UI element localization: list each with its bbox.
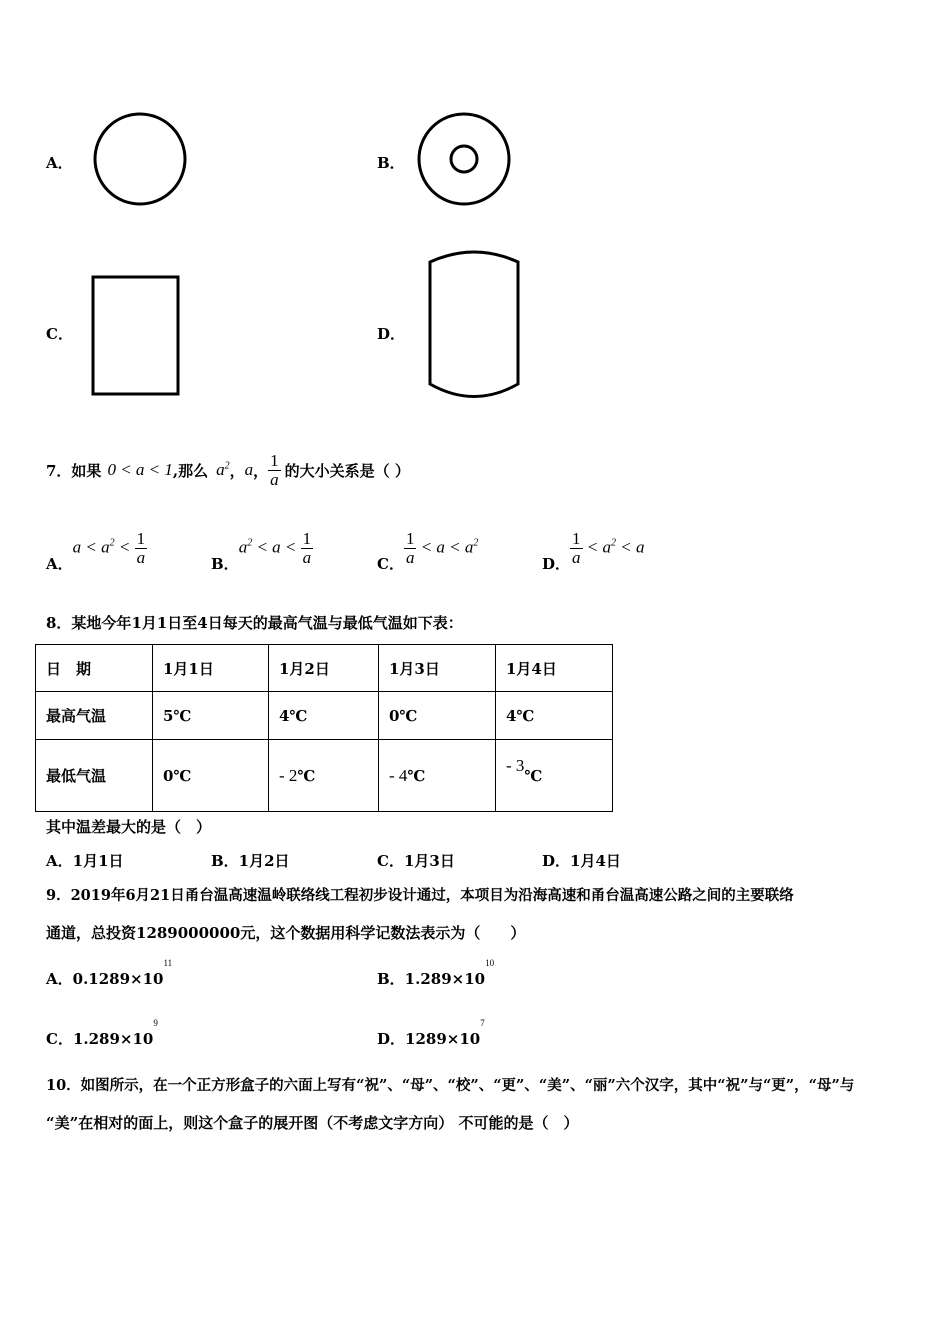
q7-d-tail: < a bbox=[616, 536, 645, 556]
q7-tail: 的大小关系是（ ） bbox=[284, 461, 410, 480]
q9-option-d-exp: 7 bbox=[480, 1018, 485, 1028]
q7-option-a-expr bbox=[73, 530, 147, 567]
table-cell-high-label: 最高气温 bbox=[36, 692, 153, 740]
q9-option-a-exp: 11 bbox=[163, 958, 173, 968]
q10-stem-line2: “美”在相对的面上，则这个盒子的展开图（不考虑文字方向） 不可能的是（ ） bbox=[46, 1114, 579, 1132]
q10-stem-line1: 10．如图所示，在一个正方形盒子的六面上写有“祝”、“母”、“校”、“更”、“美”、“丽”六个汉字，其中“祝”与“更”，“母”与 bbox=[46, 1077, 855, 1094]
table-cell: 0℃ bbox=[379, 692, 496, 740]
table-cell-low-label: 最低气温 bbox=[36, 740, 153, 812]
q7-stem bbox=[46, 445, 410, 495]
q8-stem: 8．某地今年1月1日至4日每天的最高气温与最低气温如下表： bbox=[46, 614, 463, 632]
q7-a: a bbox=[244, 460, 254, 479]
q7-sep1: ， bbox=[229, 461, 245, 480]
q9-option-d-text: D．1289×10 bbox=[377, 1030, 481, 1048]
q7-then: ,那么 bbox=[172, 461, 209, 480]
q7-b-frac-den: a bbox=[302, 547, 312, 567]
q7-a-frac bbox=[135, 530, 148, 567]
q7-a-frac-den: a bbox=[136, 547, 146, 567]
q6-option-a-circle bbox=[90, 110, 190, 210]
q7-a-squared-base: a bbox=[216, 460, 225, 479]
q7-fraction-num: 1 bbox=[270, 450, 279, 470]
q7-number: 7．如果 bbox=[46, 461, 102, 480]
low-day2-unit: ℃ bbox=[297, 766, 316, 785]
q6-option-a-label: A． bbox=[46, 154, 73, 172]
table-header-day4: 1月4日 bbox=[496, 645, 613, 692]
q9-stem-line2: 通道，总投资1289000000元，这个数据用科学记数法表示为（ ） bbox=[46, 924, 526, 942]
table-cell: 4℃ bbox=[496, 692, 613, 740]
q9-option-a-text: A．0.1289×10 bbox=[46, 970, 164, 988]
table-cell: 0℃ bbox=[153, 740, 269, 812]
table-cell bbox=[496, 740, 613, 812]
q8-option-c: C．1月3日 bbox=[377, 852, 455, 870]
table-cell bbox=[379, 740, 496, 812]
q9-option-b-text: B．1.289×10 bbox=[377, 970, 486, 988]
q7-d-frac-den: a bbox=[572, 547, 581, 567]
table-cell: 4℃ bbox=[269, 692, 379, 740]
table-cell bbox=[269, 740, 379, 812]
table-header-day3: 1月3日 bbox=[379, 645, 496, 692]
q9-option-c-text: C．1.289×10 bbox=[46, 1030, 154, 1048]
table-row bbox=[36, 692, 613, 740]
q7-option-c-expr bbox=[404, 530, 478, 567]
q8-option-a: A．1月1日 bbox=[46, 852, 124, 870]
q7-a-squared-exp: 2 bbox=[224, 460, 230, 472]
q6-option-d-label: D． bbox=[377, 325, 406, 343]
q7-option-c-letter: C． bbox=[377, 554, 404, 573]
q7-option-d-expr bbox=[570, 530, 644, 567]
q7-option-d-letter: D． bbox=[542, 554, 571, 573]
q8-option-b: B．1月2日 bbox=[211, 852, 290, 870]
q7-a-exp: 2 bbox=[109, 537, 115, 549]
q7-a-mid: < bbox=[114, 536, 135, 556]
q7-d-frac bbox=[570, 530, 583, 567]
table-row bbox=[36, 740, 613, 812]
q7-condition: 0 < a < 1 bbox=[107, 460, 173, 479]
low-day3-number: - 4 bbox=[389, 765, 408, 785]
q6-option-b-label: B． bbox=[377, 154, 405, 172]
q7-option-a-letter: A． bbox=[46, 554, 73, 573]
q7-b-mid: < a < bbox=[252, 536, 301, 556]
q9-option-b-exp: 10 bbox=[485, 958, 495, 968]
q6-option-c-rectangle bbox=[88, 272, 184, 400]
q9-option-c-exp: 9 bbox=[153, 1018, 158, 1028]
table-header-day1: 1月1日 bbox=[153, 645, 269, 692]
q8-question: 其中温差最大的是（ ） bbox=[46, 818, 212, 836]
q9-stem-line1: 9．2019年6月21日甬台温高速温岭联络线工程初步设计通过，本项目为沿海高速和甬台温高速公路之间的主要联络 bbox=[46, 887, 794, 904]
q6-option-c-label: C． bbox=[46, 325, 73, 343]
q6-option-d-barrel bbox=[422, 244, 526, 404]
q7-option-a bbox=[46, 526, 147, 576]
q7-a-squared bbox=[216, 460, 230, 480]
table-row bbox=[36, 645, 613, 692]
q7-option-b-expr bbox=[239, 530, 313, 567]
q7-option-b bbox=[211, 526, 313, 576]
q7-b-exp: 2 bbox=[247, 537, 253, 549]
q7-a-lhs: a < a bbox=[72, 536, 110, 556]
table-cell: 5℃ bbox=[153, 692, 269, 740]
low-day4-unit: ℃ bbox=[524, 766, 543, 785]
q8-option-d: D．1月4日 bbox=[542, 852, 621, 870]
q7-b-frac bbox=[301, 530, 314, 567]
q7-c-frac bbox=[404, 530, 417, 567]
q7-d-frac-num: 1 bbox=[572, 528, 581, 548]
low-day4-number: - 3 bbox=[506, 755, 525, 775]
q7-d-exp: 2 bbox=[611, 537, 616, 549]
q7-c-frac-num: 1 bbox=[405, 528, 415, 548]
q7-fraction bbox=[268, 452, 281, 489]
q7-option-c bbox=[377, 526, 478, 576]
q9-option-a bbox=[46, 958, 173, 989]
q7-fraction-den: a bbox=[270, 469, 279, 489]
q7-c-frac-den: a bbox=[405, 547, 415, 567]
q9-option-d bbox=[377, 1018, 485, 1049]
q7-b-frac-num: 1 bbox=[302, 528, 312, 548]
q7-c-rest: < a < a bbox=[416, 536, 474, 556]
q6-option-b-ring bbox=[414, 110, 514, 210]
q7-sep2: ， bbox=[253, 461, 269, 480]
q7-b-lhs: a bbox=[238, 536, 248, 556]
table-header-date: 日 期 bbox=[36, 645, 153, 692]
q7-a-frac-num: 1 bbox=[136, 528, 146, 548]
low-day2-number: - 2 bbox=[279, 765, 298, 785]
table-header-day2: 1月2日 bbox=[269, 645, 379, 692]
low-day3-unit: ℃ bbox=[407, 766, 426, 785]
q7-d-rest: < a bbox=[582, 536, 611, 556]
q7-option-b-letter: B． bbox=[211, 554, 239, 573]
q9-option-b bbox=[377, 958, 495, 989]
q8-temperature-table bbox=[35, 644, 613, 812]
q9-option-c bbox=[46, 1018, 158, 1049]
q7-option-d bbox=[542, 526, 644, 576]
q7-c-exp: 2 bbox=[473, 537, 479, 549]
